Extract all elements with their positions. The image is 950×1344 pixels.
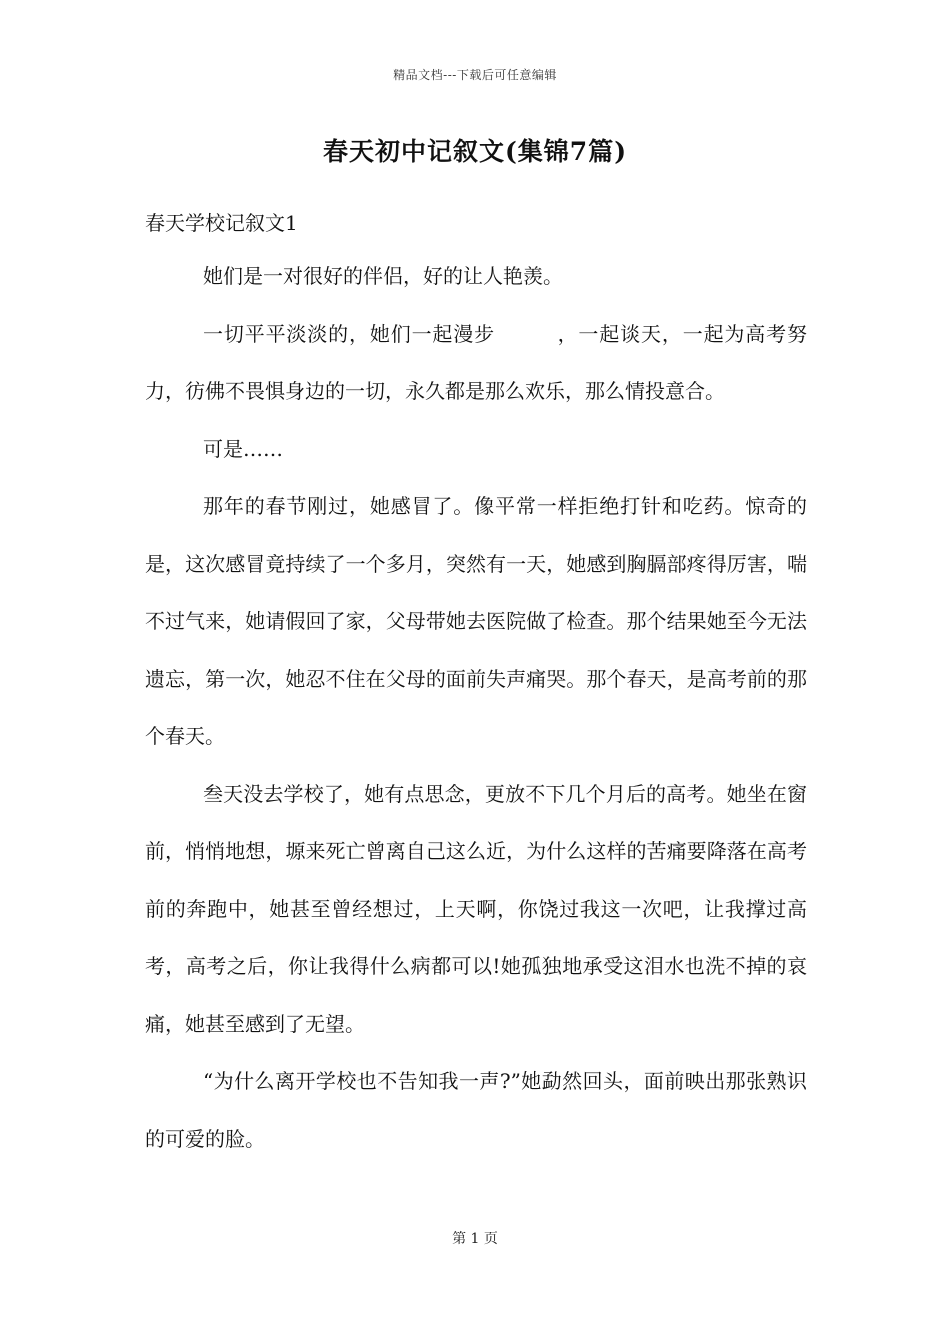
paragraph: 一切平平淡淡的，她们一起漫步 ，一起谈天，一起为高考努力，彷佛不畏惧身边的一切，永久都是那么欢乐，那么情投意合。: [145, 321, 807, 403]
paragraph: 可是……: [203, 436, 283, 461]
document-title: 春天初中记叙文(集锦7篇): [322, 137, 628, 166]
body-text: [145, 248, 807, 1168]
paragraph: “为什么离开学校也不告知我一声?”她勐然回头，面前映出那张熟识的可爱的脸。: [145, 1069, 807, 1151]
section-title: 春天学校记叙文1: [145, 211, 298, 235]
page-header-note: 精品文档---下载后可任意编辑: [393, 68, 557, 82]
paragraph: 那年的春节刚过，她感冒了。像平常一样拒绝打针和吃药。惊奇的是，这次感冒竟持续了一个多月，突然有一天，她感到胸膈部疼得厉害，喘不过气来，她请假回了家，父母带她去医院做了检查。那个结果她至今无法遗忘，第一次，她忍不住在父母的面前失声痛哭。那个春天，是高考前的那个春天。: [145, 494, 807, 748]
paragraph: 叁天没去学校了，她有点思念，更放不下几个月后的高考。她坐在窗前，悄悄地想，塬来死亡曾离自己这么近，为什么这样的苦痛要降落在高考前的奔跑中，她甚至曾经想过，上天啊，你饶过我这一次吧，让我撑过高考，高考之后，你让我得什么病都可以!她孤独地承受这泪水也洗不掉的哀痛，她甚至感到了无望。: [145, 781, 807, 1036]
paragraph: 她们是一对很好的伴侣，好的让人艳羡。: [203, 264, 563, 288]
page-number-footer: 第 1 页: [452, 1231, 498, 1247]
